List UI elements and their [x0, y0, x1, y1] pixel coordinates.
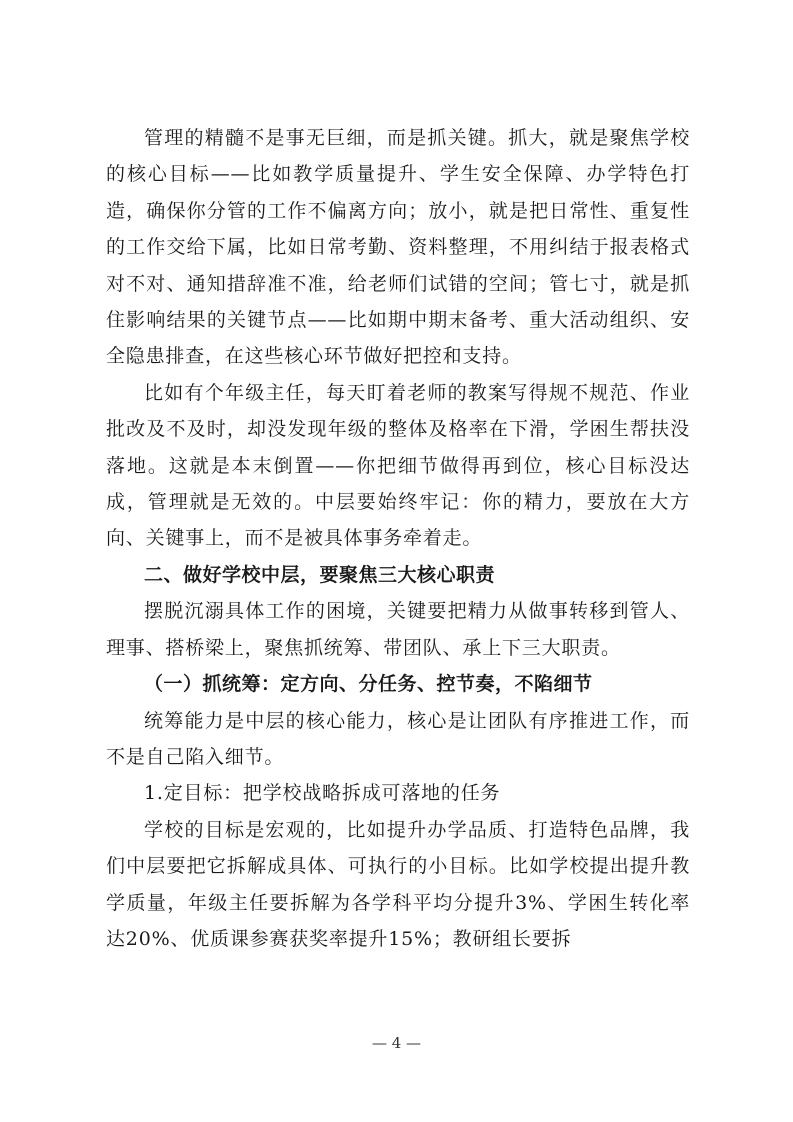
subsection-heading: （一）抓统筹：定方向、分任务、控节奏，不陷细节 — [144, 673, 593, 696]
body-paragraph: 统筹能力是中层的核心能力，核心是让团队有序推进工作，而不是自己陷入细节。 — [106, 709, 690, 768]
section-heading: 二、做好学校中层，要聚焦三大核心职责 — [144, 563, 496, 586]
numbered-item-heading: 1.定目标：把学校战略拆成可落地的任务 — [144, 782, 501, 805]
body-paragraph: 学校的目标是宏观的，比如提升办学品质、打造特色品牌，我们中层要把它拆解成具体、可执行的小目标。比如学校提出提升教学质量，年级主任要拆解为各学科平均分提升3%、学困生转化率达20%、优质课参赛获奖率提升15%；教研组长要拆 — [106, 818, 690, 950]
body-paragraph: 比如有个年级主任，每天盯着老师的教案写得规不规范、作业批改及不及时，却没发现年级的整体及格率在下滑，学困生帮扶没落地。这就是本末倒置——你把细节做得再到位，核心目标没达成，管理就是无效的。中层要始终牢记：你的精力，要放在大方向、关键事上，而不是被具体事务牵着走。 — [106, 381, 690, 550]
page-number: — 4 — — [371, 1034, 422, 1052]
body-paragraph: 摆脱沉溺具体工作的困境，关键要把精力从做事转移到管人、理事、搭桥梁上，聚焦抓统筹、带团队、承上下三大职责。 — [106, 600, 690, 659]
document-body — [106, 120, 690, 957]
body-paragraph: 管理的精髓不是事无巨细，而是抓关键。抓大，就是聚焦学校的核心目标——比如教学质量提升、学生安全保障、办学特色打造，确保你分管的工作不偏离方向；放小，就是把日常性、重复性的工作交给下属，比如日常考勤、资料整理，不用纠结于报表格式对不对、通知措辞准不准，给老师们试错的空间；管七寸，就是抓住影响结果的关键节点——比如期中期末备考、重大活动组织、安全隐患排查，在这些核心环节做好把控和支持。 — [106, 127, 690, 368]
